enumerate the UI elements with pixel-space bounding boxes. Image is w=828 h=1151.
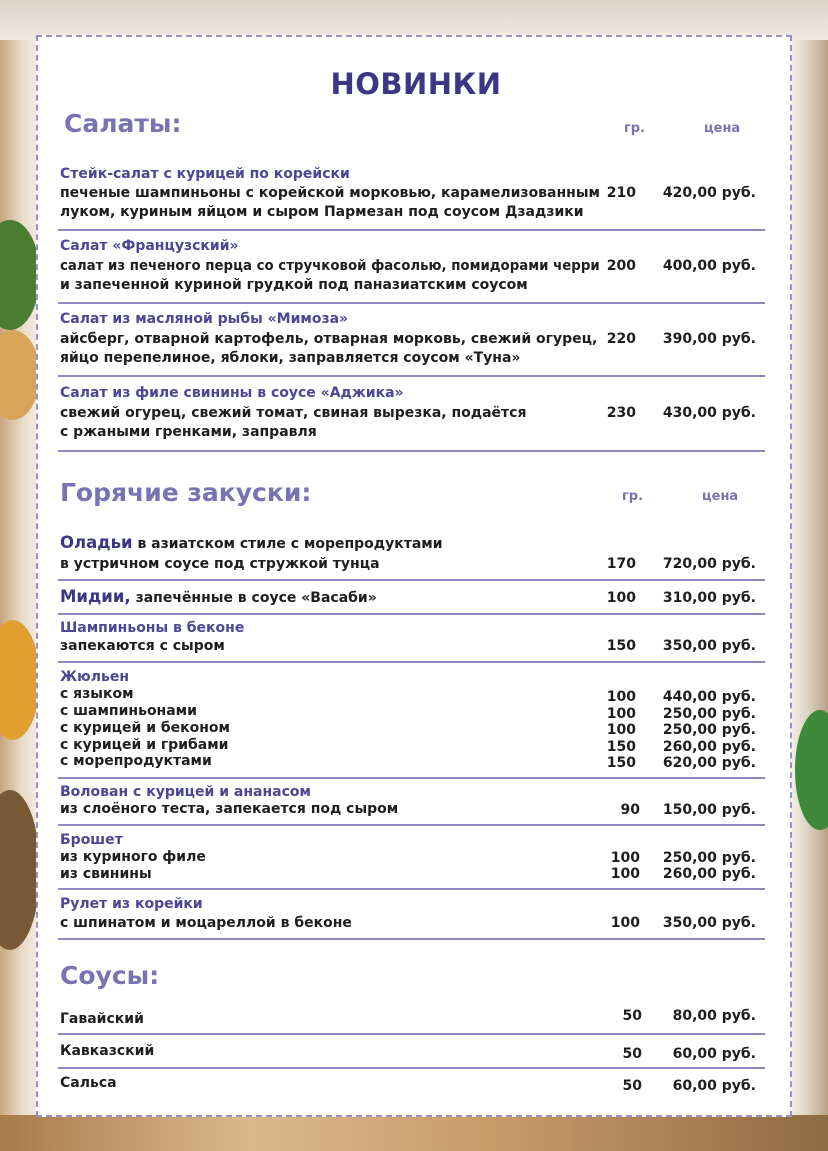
divider	[58, 824, 765, 826]
item-weight: 210	[606, 185, 636, 201]
item-name: Брошет	[60, 832, 123, 848]
item-weight: 50	[622, 1046, 642, 1062]
item-price: 60,00 руб.	[672, 1078, 756, 1094]
item-name: Стейк-салат с курицей по корейски	[60, 166, 350, 182]
column-header-price: цена	[704, 121, 741, 136]
item-price: 150,00 руб.	[662, 802, 756, 818]
item-weight: 150	[606, 755, 636, 771]
item-description: и запеченной куриной грудкой под паназиатским соусом	[60, 277, 528, 293]
item-title-line	[60, 587, 377, 608]
column-header-price: цена	[702, 489, 739, 504]
item-description: в устричном соусе под стружкой тунца	[60, 556, 380, 572]
item-weight: 100	[610, 850, 640, 866]
item-name: Оладьи	[60, 533, 133, 552]
item-description: айсберг, отварной картофель, отварная морковь, свежий огурец,	[60, 331, 598, 347]
item-price: 260,00 руб.	[662, 866, 756, 882]
item-name: Волован с курицей и ананасом	[60, 784, 311, 800]
item-price: 440,00 руб.	[662, 689, 756, 705]
item-description: запекаются с сыром	[60, 638, 225, 654]
item-name: Салат из масляной рыбы «Мимоза»	[60, 311, 349, 327]
divider	[58, 1067, 765, 1069]
item-price: 390,00 руб.	[662, 331, 756, 347]
background-food-left-3	[0, 620, 40, 740]
item-weight: 50	[622, 1008, 642, 1024]
item-variant: с шампиньонами	[60, 703, 197, 719]
item-weight: 150	[606, 739, 636, 755]
item-weight: 230	[606, 405, 636, 421]
item-description: в азиатском стиле с морепродуктами	[132, 536, 443, 552]
divider	[58, 450, 765, 452]
column-header-weight: гр.	[622, 489, 644, 504]
item-name: Гавайский	[60, 1011, 144, 1027]
item-price: 80,00 руб.	[672, 1008, 756, 1024]
page-title: НОВИНКИ	[330, 67, 502, 101]
item-weight: 100	[606, 706, 636, 722]
item-variant: с курицей и грибами	[60, 737, 229, 753]
item-description: из слоёного теста, запекается под сыром	[60, 801, 399, 817]
item-name: Сальса	[60, 1075, 117, 1091]
divider	[58, 613, 765, 615]
item-name: Мидии,	[60, 587, 131, 606]
item-title-line	[60, 533, 443, 554]
divider	[58, 777, 765, 779]
divider	[58, 302, 765, 304]
divider	[58, 1033, 765, 1035]
item-price: 310,00 руб.	[662, 590, 756, 606]
background-bottom	[0, 1115, 828, 1151]
item-description: луком, куриным яйцом и сыром Пармезан под соусом Дзадзики	[60, 204, 584, 220]
item-name: Рулет из корейки	[60, 896, 203, 912]
divider	[58, 661, 765, 663]
item-price: 620,00 руб.	[662, 755, 756, 771]
item-description: с шпинатом и моцареллой в беконе	[60, 915, 352, 931]
section-heading-sauces: Соусы:	[60, 961, 160, 990]
item-name: Шампиньоны в беконе	[60, 620, 245, 636]
item-price: 400,00 руб.	[662, 258, 756, 274]
item-description: свежий огурец, свежий томат, свиная вырезка, подаётся	[60, 405, 527, 421]
item-description: печеные шампиньоны с корейской морковью, карамелизованным	[60, 185, 600, 201]
item-description: запечённые в соусе «Васаби»	[130, 590, 377, 606]
background-food-left	[0, 220, 40, 330]
item-variant: с курицей и беконом	[60, 720, 230, 736]
item-weight: 100	[610, 915, 640, 931]
item-variant: с морепродуктами	[60, 753, 212, 769]
item-price: 250,00 руб.	[662, 850, 756, 866]
item-price: 350,00 руб.	[662, 915, 756, 931]
item-weight: 100	[606, 590, 636, 606]
divider	[58, 579, 765, 581]
background-food-left-2	[0, 330, 40, 420]
divider	[58, 888, 765, 890]
item-weight: 150	[606, 638, 636, 654]
item-price: 350,00 руб.	[662, 638, 756, 654]
item-price: 420,00 руб.	[662, 185, 756, 201]
item-price: 260,00 руб.	[662, 739, 756, 755]
item-description: салат из печеного перца со стручковой фасолью, помидорами черри	[60, 258, 600, 274]
item-weight: 220	[606, 331, 636, 347]
divider	[58, 938, 765, 940]
background-top	[0, 0, 828, 40]
item-name: Кавказский	[60, 1043, 155, 1059]
item-description: с ржаными гренками, заправля	[60, 424, 317, 440]
item-name: Салат из филе свинины в соусе «Аджика»	[60, 385, 404, 401]
item-description: яйцо перепелиное, яблоки, заправляется соусом «Туна»	[60, 350, 521, 366]
item-weight: 170	[606, 556, 636, 572]
item-weight: 50	[622, 1078, 642, 1094]
item-name: Салат «Французский»	[60, 238, 239, 254]
item-price: 720,00 руб.	[662, 556, 756, 572]
section-heading-hot: Горячие закуски:	[60, 478, 312, 507]
background-food-left-4	[0, 790, 40, 950]
item-name: Жюльен	[60, 669, 130, 685]
background-food-right	[795, 710, 828, 830]
item-variant: из свинины	[60, 866, 152, 882]
divider	[58, 375, 765, 377]
item-weight: 100	[606, 722, 636, 738]
column-header-weight: гр.	[624, 121, 646, 136]
item-variant: с языком	[60, 686, 134, 702]
item-weight: 100	[606, 689, 636, 705]
item-price: 250,00 руб.	[662, 706, 756, 722]
divider	[58, 229, 765, 231]
item-price: 250,00 руб.	[662, 722, 756, 738]
item-weight: 200	[606, 258, 636, 274]
item-variant: из куриного филе	[60, 849, 206, 865]
item-weight: 90	[620, 802, 640, 818]
menu-page	[36, 35, 792, 1117]
section-heading-salads: Салаты:	[64, 109, 182, 138]
item-price: 430,00 руб.	[662, 405, 756, 421]
item-weight: 100	[610, 866, 640, 882]
item-price: 60,00 руб.	[672, 1046, 756, 1062]
